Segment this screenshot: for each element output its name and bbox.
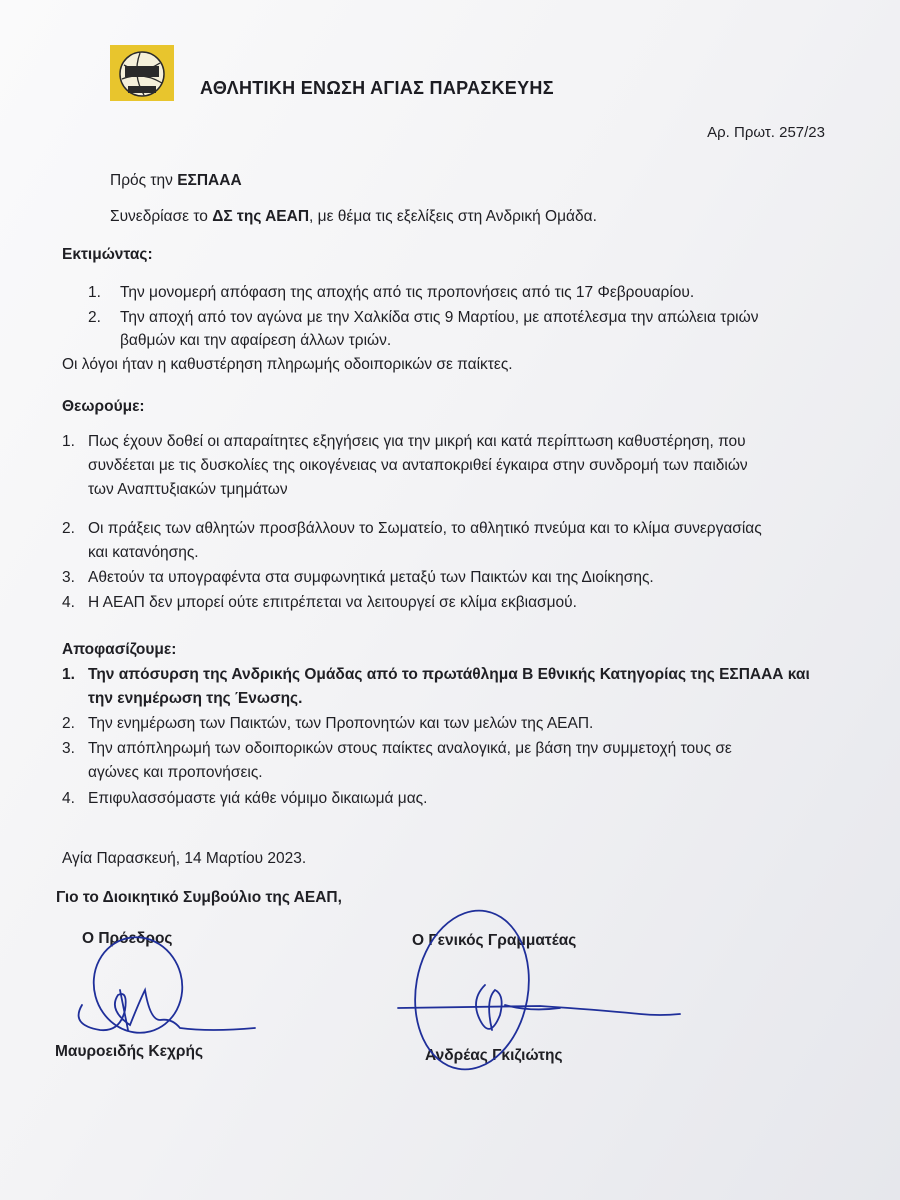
intro-bold: ΔΣ της ΑΕΑΠ xyxy=(212,208,310,225)
estimating-item xyxy=(88,284,101,302)
board-line: Γιο το Διοικητικό Συμβούλιο της ΑΕΑΠ, xyxy=(56,889,342,906)
decision-item-text: Την ενημέρωση των Παικτών, των Προπονητών και των μελών της ΑΕΑΠ. xyxy=(88,715,594,732)
secretary-title: Ο Γενικός Γραμματέας xyxy=(412,932,577,949)
president-title: Ο Πρόεδρος xyxy=(82,930,173,947)
considering-item-text: Η ΑΕΑΠ δεν μπορεί ούτε επιτρέπεται να λειτουργεί σε κλίμα εκβιασμού. xyxy=(88,594,577,611)
considering-item-text-line3: των Αναπτυξιακών τμημάτων xyxy=(88,481,288,498)
considering-item-text-line2: συνδέεται με τις δυσκολίες της οικογένειας να ανταποκριθεί έγκαιρα στην συνδρομή των παιδιών xyxy=(88,457,748,474)
intro-line xyxy=(110,208,597,226)
decision-item-text-line2: αγώνες και προπονήσεις. xyxy=(88,764,263,781)
decision-item-number: 2. xyxy=(62,715,75,732)
place-date: Αγία Παρασκευή, 14 Μαρτίου 2023. xyxy=(62,850,307,867)
decision-item-number: 3. xyxy=(62,740,75,757)
recipient-line xyxy=(110,172,242,190)
decision-item-number: 1. xyxy=(62,666,75,683)
decision-item-text-line1: Την απόπληρωμή των οδοιπορικών στους παίκτες αναλογικά, με βάση την συμμετοχή τους σε xyxy=(88,740,732,757)
considering-item-number: 3. xyxy=(62,569,75,586)
estimating-item xyxy=(88,309,101,327)
decision-item-number: 4. xyxy=(62,790,75,807)
considering-item-text-line1: Πως έχουν δοθεί οι απαραίτητες εξηγήσεις για την μικρή και κατά περίπτωση καθυστέρηση, που xyxy=(88,433,746,450)
intro-part1: Συνεδρίασε το xyxy=(110,208,213,225)
estimating-reason: Οι λόγοι ήταν η καθυστέρηση πληρωμής οδοιπορικών σε παίκτες. xyxy=(62,356,513,373)
decisions-heading: Αποφασίζουμε: xyxy=(62,641,177,658)
item-number: 1. xyxy=(88,284,101,301)
intro-part2: , με θέμα τις εξελίξεις στη Ανδρική Ομάδα. xyxy=(309,208,597,225)
organization-name: ΑΘΛΗΤΙΚΗ ΕΝΩΣΗ ΑΓΙΑΣ ΠΑΡΑΣΚΕΥΗΣ xyxy=(200,78,554,98)
secretary-name: Ανδρέας Γκιζιώτης xyxy=(425,1047,563,1064)
considering-item-number: 1. xyxy=(62,433,75,450)
decision-item-text-line2: την ενημέρωση της Ένωσης. xyxy=(88,690,303,707)
considering-heading: Θεωρούμε: xyxy=(62,398,145,415)
considering-item-text: Αθετούν τα υπογραφέντα στα συμφωνητικά μεταξύ των Παικτών και της Διοίκησης. xyxy=(88,569,654,586)
president-name: Μαυροειδής Κεχρής xyxy=(55,1043,204,1060)
recipient-prefix: Πρός την xyxy=(110,172,178,189)
volleyball-logo-icon xyxy=(110,45,174,101)
considering-item-text-line2: και κατανόησης. xyxy=(88,544,199,561)
estimating-item-text: Την μονομερή απόφαση της αποχής από τις προπονήσεις από τις 17 Φεβρουαρίου. xyxy=(120,284,695,301)
club-logo xyxy=(110,45,174,101)
considering-item-number: 4. xyxy=(62,594,75,611)
recipient-name: ΕΣΠΑΑΑ xyxy=(177,172,242,189)
estimating-item-text-line2: βαθμών και την αφαίρεση άλλων τριών. xyxy=(120,332,392,349)
estimating-item-text-line1: Την αποχή από τον αγώνα με την Χαλκίδα στις 9 Μαρτίου, με αποτέλεσμα την απώλεια τριών xyxy=(120,309,759,326)
considering-item-text-line1: Οι πράξεις των αθλητών προσβάλλουν το Σωματείο, το αθλητικό πνεύμα και το κλίμα συνεργασίας xyxy=(88,520,762,537)
considering-item-number: 2. xyxy=(62,520,75,537)
protocol-number: Αρ. Πρωτ. 257/23 xyxy=(707,124,825,141)
item-number: 2. xyxy=(88,309,101,326)
decision-item-text: Επιφυλασσόμαστε γιά κάθε νόμιμο δικαιωμά μας. xyxy=(88,790,428,807)
estimating-heading: Εκτιμώντας: xyxy=(62,246,153,263)
decision-item-text-line1: Την απόσυρση της Ανδρικής Ομάδας από το πρωτάθλημα Β Εθνικής Κατηγορίας της ΕΣΠΑΑΑ και xyxy=(88,666,810,683)
